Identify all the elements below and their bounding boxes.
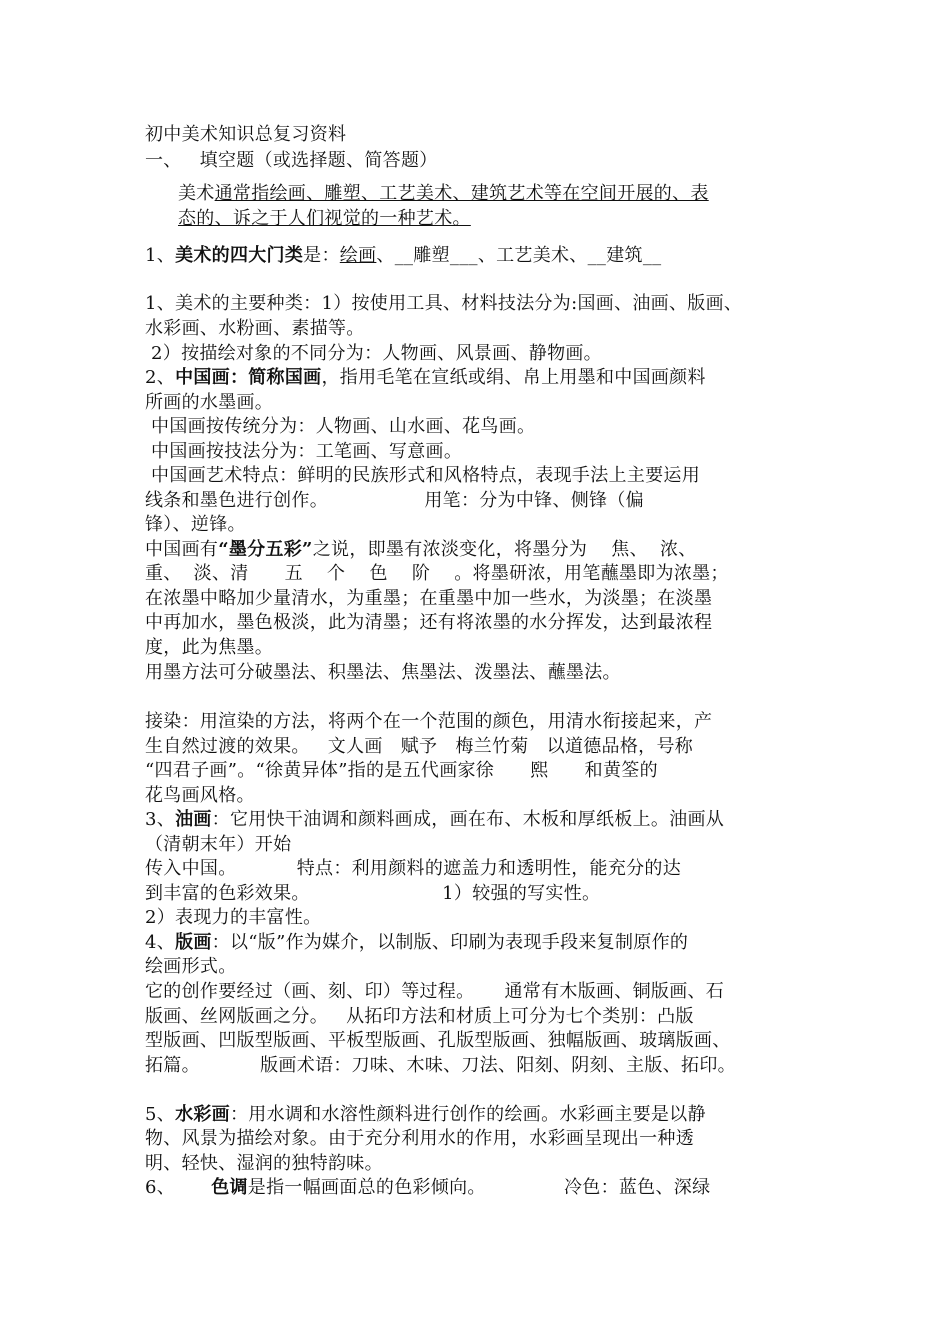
text-line: 明、轻快、湿润的独特韵味。 [145, 1153, 383, 1174]
q1-bold: 美术的四大门类 [175, 245, 304, 266]
text-line: 到丰富的色彩效果。 1）较强的写实性。 [145, 883, 601, 904]
bold-term: 中国画：简称国画 [175, 367, 322, 388]
text-line: 锋）、逆锋。 [145, 514, 246, 535]
section-3-heading [145, 808, 724, 832]
text-run: ，指用毛笔在宣纸或绢、帛上用墨和中国画颜料 [321, 367, 706, 388]
definition-term: 美术 [178, 183, 215, 204]
q1-answer-1: 绘画 [339, 245, 377, 266]
text-line: 中国画按技法分为：工笔画、写意画。 [145, 441, 463, 462]
text-line: 水彩画、水粉画、素描等。 [145, 318, 365, 339]
bold-term: 版画 [175, 932, 212, 953]
section-number: 3、 [145, 809, 176, 830]
q1-text-e: 、工艺美术、 [477, 245, 588, 266]
section-number: 4、 [145, 932, 176, 953]
section-number: 2、 [145, 367, 176, 388]
question-1 [145, 244, 661, 268]
text-line: “四君子画”。“徐黄异体”指的是五代画家徐 熙 和黄筌的 [145, 760, 658, 781]
text-line: 2）表现力的丰富性。 [145, 907, 322, 928]
bold-term: 色调 [211, 1177, 248, 1198]
q1-answer-4: __建筑__ [587, 245, 662, 266]
text-line: 型版画、凹版型版画、平板型版画、孔版型版画、独幅版画、玻璃版画、 [145, 1030, 731, 1051]
text-line: 2）按描绘对象的不同分为：人物画、风景画、静物画。 [145, 343, 602, 364]
text-run: ：以“版”作为媒介，以制版、印刷为表现手段来复制原作的 [211, 932, 689, 953]
text-line: 生自然过渡的效果。 文人画 赋予 梅兰竹菊 以道德品格，号称 [145, 736, 694, 757]
text-line: 花鸟画风格。 [145, 785, 255, 806]
text-line: 线条和墨色进行创作。 用笔：分为中锋、侧锋（偏 [145, 490, 644, 511]
q1-number: 1、 [145, 245, 176, 266]
text-run: ：用水调和水溶性颜料进行创作的绘画。水彩画主要是以静 [229, 1104, 706, 1125]
q1-answer-2: __雕塑___ [394, 245, 478, 266]
definition-line-1 [178, 182, 709, 206]
text-line: 中国画按传统分为：人物画、山水画、花鸟画。 [145, 416, 536, 437]
text-line: 所画的水墨画。 [145, 392, 274, 413]
text-line: 绘画形式。 [145, 956, 237, 977]
text-line: 用墨方法可分破墨法、积墨法、焦墨法、泼墨法、蘸墨法。 [145, 662, 621, 683]
text-run: 是指一幅画面总的色彩倾向。 冷色：蓝色、深绿 [247, 1177, 711, 1198]
text-line: 1、美术的主要种类：1）按使用工具、材料技法分为:国画、油画、版画、 [145, 293, 743, 314]
text-run: ：它用快干油调和颜料画成，画在布、木板和厚纸板上。油画从 [211, 809, 725, 830]
text-line [145, 538, 697, 562]
text-line: 接染：用渲染的方法，将两个在一个范围的颜色，用清水衔接起来，产 [145, 711, 713, 732]
q1-text-c: 、 [376, 245, 395, 266]
text-line: 中再加水，墨色极淡，此为清墨；还有将浓墨的水分挥发，达到最浓程 [145, 612, 713, 633]
text-run: 中国画有 [145, 539, 219, 560]
definition-text-2: 态的、诉之于人们视觉的一种艺术。 [178, 208, 471, 229]
definition-line-2 [178, 207, 471, 231]
text-line: 度，此为焦墨。 [145, 637, 274, 658]
text-line: 传入中国。 特点：利用颜料的遮盖力和透明性，能充分的达 [145, 858, 682, 879]
text-line: 拓篇。 版画术语：刀味、木味、刀法、阳刻、阴刻、主版、拓印。 [145, 1055, 736, 1076]
bold-term: “墨分五彩” [218, 539, 313, 560]
section-6-heading [145, 1176, 710, 1200]
document-title: 初中美术知识总复习资料 [145, 124, 347, 145]
text-line: （清朝末年）开始 [145, 834, 292, 855]
bold-term: 油画 [175, 809, 212, 830]
section-5-heading [145, 1103, 706, 1127]
section-number: 5、 [145, 1104, 176, 1125]
text-line: 重、 淡、清 五 个 色 阶 。将墨研浓，用笔蘸墨即为浓墨； [145, 563, 729, 584]
text-line: 版画、丝网版画之分。 从拓印方法和材质上可分为七个类别：凸版 [145, 1006, 694, 1027]
section-heading: 一、 填空题（或选择题、简答题） [145, 150, 438, 171]
definition-text: 通常指绘画、雕塑、工艺美术、建筑艺术等在空间开展的、表 [214, 183, 709, 204]
section-4-heading [145, 931, 688, 955]
text-line: 在浓墨中略加少量清水，为重墨；在重墨中加一些水，为淡墨；在淡墨 [145, 588, 713, 609]
section-number: 6、 [145, 1177, 212, 1198]
text-run: 之说，即墨有浓淡变化，将墨分为 焦、 浓、 [312, 539, 697, 560]
text-line: 它的创作要经过（画、刻、印）等过程。 通常有木版画、铜版画、石 [145, 981, 725, 1002]
section-2-heading [145, 366, 706, 390]
q1-text-a: 是： [303, 245, 340, 266]
text-line: 物、风景为描绘对象。由于充分利用水的作用，水彩画呈现出一种透 [145, 1128, 694, 1149]
text-line: 中国画艺术特点：鲜明的民族形式和风格特点，表现手法上主要运用 [145, 465, 701, 486]
bold-term: 水彩画 [175, 1104, 230, 1125]
